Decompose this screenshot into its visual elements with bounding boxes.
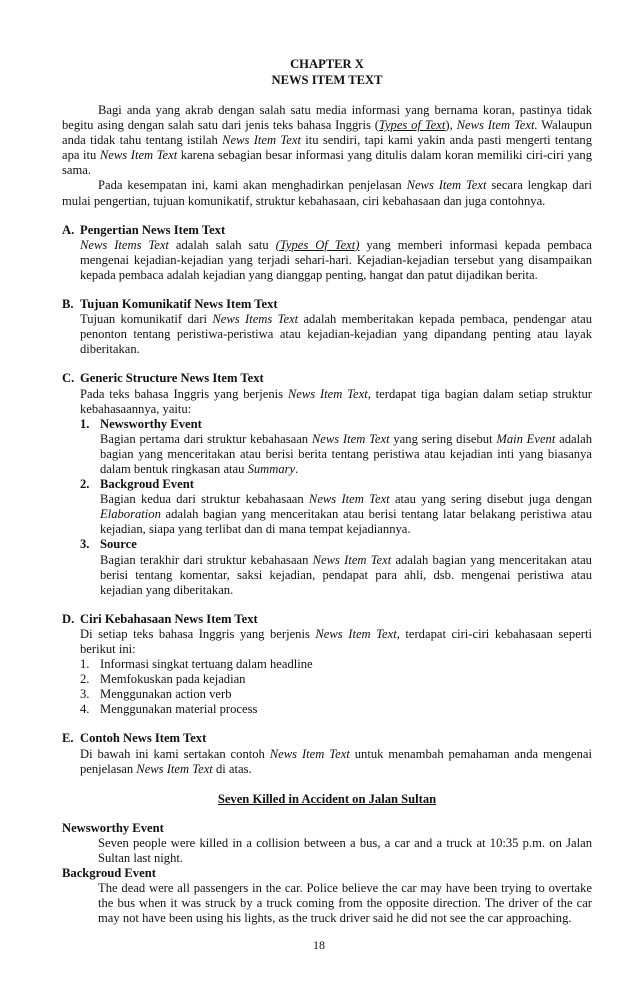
secC-b: News Item Text	[287, 386, 368, 401]
intro1-e: Walaupun anda tidak tahu tentang istilah	[62, 118, 592, 148]
c1-d: Main Event	[496, 431, 556, 446]
secE-c: untuk menambah pemahaman anda mengenai penjelasan	[80, 746, 592, 776]
secE-a: Di bawah ini kami sertakan contoh	[80, 746, 270, 761]
structure-item-number: 1.	[80, 416, 90, 431]
list-item	[80, 702, 592, 717]
story-part-text: Seven people were killed in a collision between a bus, a car and a truck at 10:35 p.m. on Jalan Sultan last night.	[98, 835, 592, 866]
intro-paragraph-1	[62, 103, 592, 178]
section-c	[62, 371, 592, 597]
chapter-title: NEWS ITEM TEXT	[271, 73, 383, 87]
section-b-title: Tujuan Komunikatif News Item Text	[80, 297, 278, 312]
structure-item-title: Newsworthy Event	[100, 416, 202, 431]
intro1-d: News Item Text.	[456, 118, 538, 133]
c2-a: Bagian kedua dari struktur kebahasaan	[100, 492, 309, 507]
story-part-heading: Newsworthy Event	[62, 820, 164, 835]
list-item-text: Informasi singkat tertuang dalam headline	[100, 657, 313, 672]
secD-b: News Item Text	[315, 626, 397, 641]
secD-a: Di setiap teks bahasa Inggris yang berjenis	[80, 626, 316, 641]
intro2-a: Pada kesempatan ini, kami akan menghadirkan penjelasan	[98, 178, 407, 193]
c2-c: atau yang sering disebut juga dengan	[389, 492, 592, 507]
story-title: Seven Killed in Accident on Jalan Sultan	[217, 791, 437, 806]
section-b-letter: B.	[62, 297, 74, 312]
structure-item-body	[80, 553, 592, 598]
intro1-c: ),	[445, 118, 457, 133]
secB-b: News Items Text	[212, 312, 299, 327]
feature-list	[62, 657, 592, 717]
structure-item-number: 2.	[80, 477, 90, 492]
secC-c: , terdapat tiga bagian dalam setiap struktur kebahasaannya, yaitu:	[80, 386, 593, 416]
section-a-title: Pengertian News Item Text	[80, 222, 226, 237]
section-a-heading	[62, 223, 592, 238]
chapter-number: CHAPTER X	[290, 57, 364, 71]
section-c-body	[62, 387, 592, 417]
list-item	[80, 687, 592, 702]
secE-b: News Item Text	[269, 746, 350, 761]
list-item-text: Memfokuskan pada kejadian	[100, 672, 246, 687]
document-page	[62, 56, 592, 927]
story-part	[62, 866, 592, 926]
intro2-b: News Item Text	[406, 178, 487, 193]
intro1-i: karena sebagian besar informasi yang ditulis dalam koran memiliki ciri-ciri yang sama.	[62, 148, 592, 178]
intro1-h: News Item Text	[99, 148, 178, 163]
secA-d: yang memberi informasi kepada pembaca mengenai kejadian-kejadian yang terjadi sehari-hari. Kejadian-kejadian tersebut yang disampaikan kepada pembaca adalah kejadian yang dianggap penting, hangat dan patut dijadikan berita.	[80, 237, 592, 282]
section-b	[62, 297, 592, 357]
section-e-heading	[62, 731, 592, 746]
page-number: 18	[313, 938, 325, 952]
secA-a: News Items Text	[80, 237, 169, 252]
c1-c: yang sering disebut	[389, 431, 497, 446]
structure-item-title: Source	[100, 537, 137, 552]
intro1-b: Types of Text	[378, 118, 446, 133]
section-d-heading	[62, 612, 592, 627]
section-b-body	[62, 312, 592, 357]
list-item-number: 3.	[80, 687, 90, 702]
c3-c: adalah bagian yang menceritakan atau berisi tentang komentar, saksi kejadian, pendapat para ahli, dsb. mengenai peristiwa atau kejadian yang diberitakan.	[100, 552, 592, 597]
structure-item-body	[80, 492, 592, 537]
structure-item-number: 3.	[80, 537, 90, 552]
intro2-c: secara lengkap dari mulai pengertian, tujuan komunikatif, struktur kebahasaan, ciri kebahasaan dan juga contohnya.	[62, 178, 592, 208]
c3-b: News Item Text	[312, 552, 392, 567]
section-a	[62, 223, 592, 283]
section-e-letter: E.	[62, 731, 74, 746]
section-c-letter: C.	[62, 371, 75, 386]
c2-b: News Item Text	[308, 492, 390, 507]
intro1-f: News Item Text	[222, 133, 301, 148]
secA-c: (Types Of Text)	[275, 237, 360, 252]
c1-f: Summary	[247, 461, 296, 476]
c3-a: Bagian terakhir dari struktur kebahasaan	[100, 552, 313, 567]
structure-item-heading	[80, 537, 592, 552]
story-part-heading: Backgroud Event	[62, 866, 156, 881]
section-d-letter: D.	[62, 611, 75, 626]
secA-b: adalah salah satu	[168, 237, 276, 252]
intro-paragraph-2	[62, 178, 592, 208]
secE-e: di atas.	[212, 761, 252, 776]
c1-b: News Item Text	[311, 431, 390, 446]
structure-item	[62, 537, 592, 597]
c1-a: Bagian pertama dari struktur kebahasaan	[100, 431, 312, 446]
secC-a: Pada teks bahasa Inggris yang berjenis	[80, 386, 288, 401]
section-e	[62, 731, 592, 776]
list-item-number: 4.	[80, 702, 90, 717]
list-item	[80, 672, 592, 687]
list-item-number: 2.	[80, 672, 90, 687]
story-part	[62, 821, 592, 866]
section-a-body	[62, 238, 592, 283]
intro1-g: itu sendiri, tapi kami yakin anda pasti mengerti tentang apa itu	[62, 133, 592, 163]
section-c-heading	[62, 371, 592, 386]
section-a-letter: A.	[62, 222, 75, 237]
section-b-heading	[62, 297, 592, 312]
structure-item	[62, 417, 592, 477]
section-e-body	[62, 747, 592, 777]
list-item-text: Menggunakan material process	[100, 702, 258, 717]
story-part-text: The dead were all passengers in the car. Police believe the car may have been trying to overtake the bus when it was struck by a truck coming from the opposite direction. The driver of the car may not have been using his lights, as the truck driver said he did not see the car approaching.	[98, 881, 592, 926]
secD-c: , terdapat ciri-ciri kebahasaan seperti berikut ini:	[80, 626, 592, 656]
section-d	[62, 612, 592, 718]
structure-item	[62, 477, 592, 537]
section-e-title: Contoh News Item Text	[80, 731, 207, 746]
structure-item-body	[80, 432, 592, 477]
c1-g: .	[295, 461, 299, 476]
c2-d: Elaboration	[100, 507, 161, 522]
list-item-text: Menggunakan action verb	[100, 687, 232, 702]
intro1-a: Bagi anda yang akrab dengan salah satu media informasi yang bernama koran, pastinya tidak begitu asing dengan salah satu dari jenis teks bahasa Inggris (	[62, 103, 592, 133]
structure-item-heading	[80, 477, 592, 492]
list-item-number: 1.	[80, 657, 90, 672]
secE-d: News Item Text	[136, 761, 213, 776]
section-d-body	[62, 627, 592, 657]
section-d-title: Ciri Kebahasaan News Item Text	[80, 611, 258, 626]
secB-a: Tujuan komunikatif dari	[80, 312, 213, 327]
structure-item-title: Backgroud Event	[100, 477, 194, 492]
list-item	[80, 657, 592, 672]
section-c-title: Generic Structure News Item Text	[80, 371, 264, 386]
structure-item-heading	[80, 417, 592, 432]
c2-e: adalah bagian yang menceritakan atau berisi tentang latar belakang peristiwa atau kejadian, siapa yang terlibat dan di mana tempat kejadiannya.	[100, 507, 592, 537]
secB-c: adalah memberitakan kepada pembaca, pendengar atau penonton tentang peristiwa-peristiwa atau kejadian-kejadian yang dipandang penting atau layak diberitakan.	[80, 312, 592, 357]
c1-e: adalah bagian yang menceritakan atau berisi berita tentang peristiwa atau kejadian inti yang biasanya dalam bentuk ringkasan atau	[100, 431, 592, 476]
